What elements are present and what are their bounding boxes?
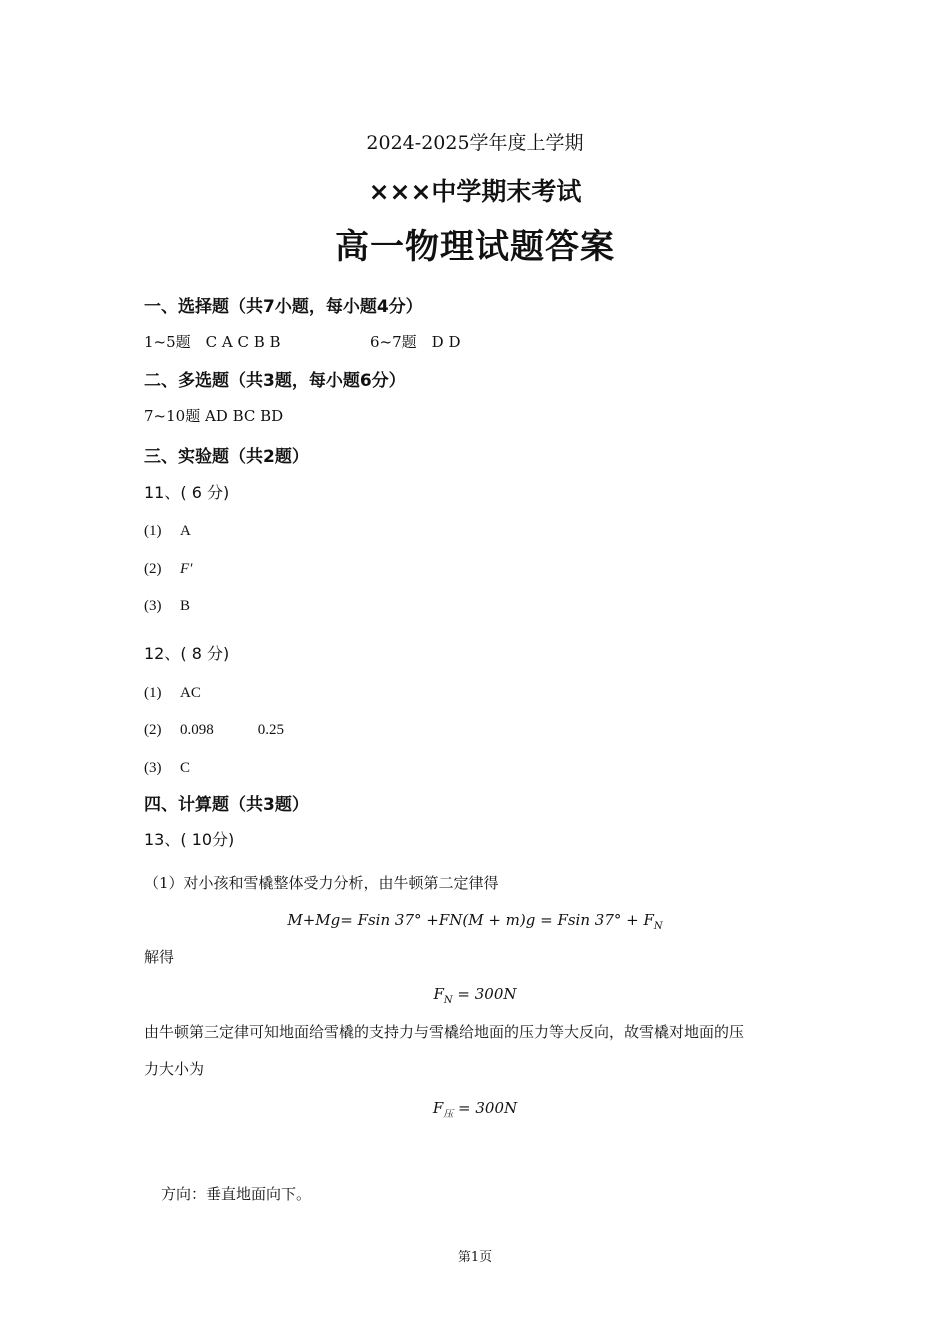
equation-value: = 300N [452, 985, 517, 1003]
item-number: (3) [144, 598, 162, 614]
equation-newton-second [0, 911, 950, 932]
item-answer: B [180, 598, 191, 614]
choice-answers-6-7: 6~7题 D D [370, 333, 461, 351]
page-number: 第1页 [457, 1250, 493, 1265]
q12-item-3 [144, 760, 190, 777]
explanation-line-2: 力大小为 [144, 1060, 205, 1078]
year-line: 2024-2025学年度上学期 [366, 132, 584, 154]
question-13-label: 13、( 10分) [144, 830, 235, 849]
item-answer: 0.098 [180, 722, 214, 738]
item-number: (2) [144, 561, 162, 577]
section-heading-choice: 一、选择题（共7小题，每小题4分） [144, 297, 423, 317]
equation-subscript: 压 [443, 1109, 454, 1120]
q12-item-2 [144, 722, 284, 739]
solve-label: 解得 [144, 948, 175, 966]
item-number: (2) [144, 722, 162, 738]
q11-item-1 [144, 523, 191, 540]
section-heading-multi: 二、多选题（共3题，每小题6分） [144, 371, 406, 391]
equation-text: M+Mg= Fsin 37° +FN(M + m)g = Fsin 37° + F [287, 911, 654, 929]
equation-pressure-force [0, 1099, 950, 1120]
equation-value: = 300N [453, 1099, 518, 1117]
item-number: (1) [144, 685, 162, 701]
equation-subscript: N [443, 995, 453, 1006]
q11-item-3 [144, 598, 190, 615]
q13-step-1: （1）对小孩和雪橇整体受力分析，由牛顿第二定律得 [144, 874, 499, 892]
item-answer: A [180, 523, 191, 539]
item-number: (1) [144, 523, 162, 539]
item-answer: F′ [180, 561, 193, 577]
q11-item-2 [144, 561, 192, 578]
item-answer: C [180, 760, 191, 776]
section-heading-experiment: 三、实验题（共2题） [144, 447, 309, 467]
question-11-label: 11、( 6 分) [144, 483, 230, 502]
item-number: (3) [144, 760, 162, 776]
equation-symbol: F [432, 1099, 444, 1117]
item-answer: AC [180, 685, 201, 701]
page-title: 高一物理试题答案 [335, 227, 615, 267]
equation-symbol: F [433, 985, 444, 1003]
section-heading-calculation: 四、计算题（共3题） [144, 795, 309, 815]
equation-subscript: N [653, 921, 663, 932]
explanation-line-1: 由牛顿第三定律可知地面给雪橇的支持力与雪橇给地面的压力等大反向，故雪橇对地面的压 [144, 1023, 745, 1041]
force-direction: 方向：垂直地面向下。 [161, 1185, 312, 1203]
choice-answers-1-5: 1~5题 C A C B B [144, 333, 281, 351]
question-12-label: 12、( 8 分) [144, 644, 230, 663]
multi-answers: 7~10题 AD BC BD [144, 407, 284, 425]
item-answer-2: 0.25 [257, 722, 284, 738]
q12-item-1 [144, 685, 201, 702]
school-line: ×××中学期末考试 [368, 177, 582, 206]
equation-normal-force [0, 985, 950, 1006]
